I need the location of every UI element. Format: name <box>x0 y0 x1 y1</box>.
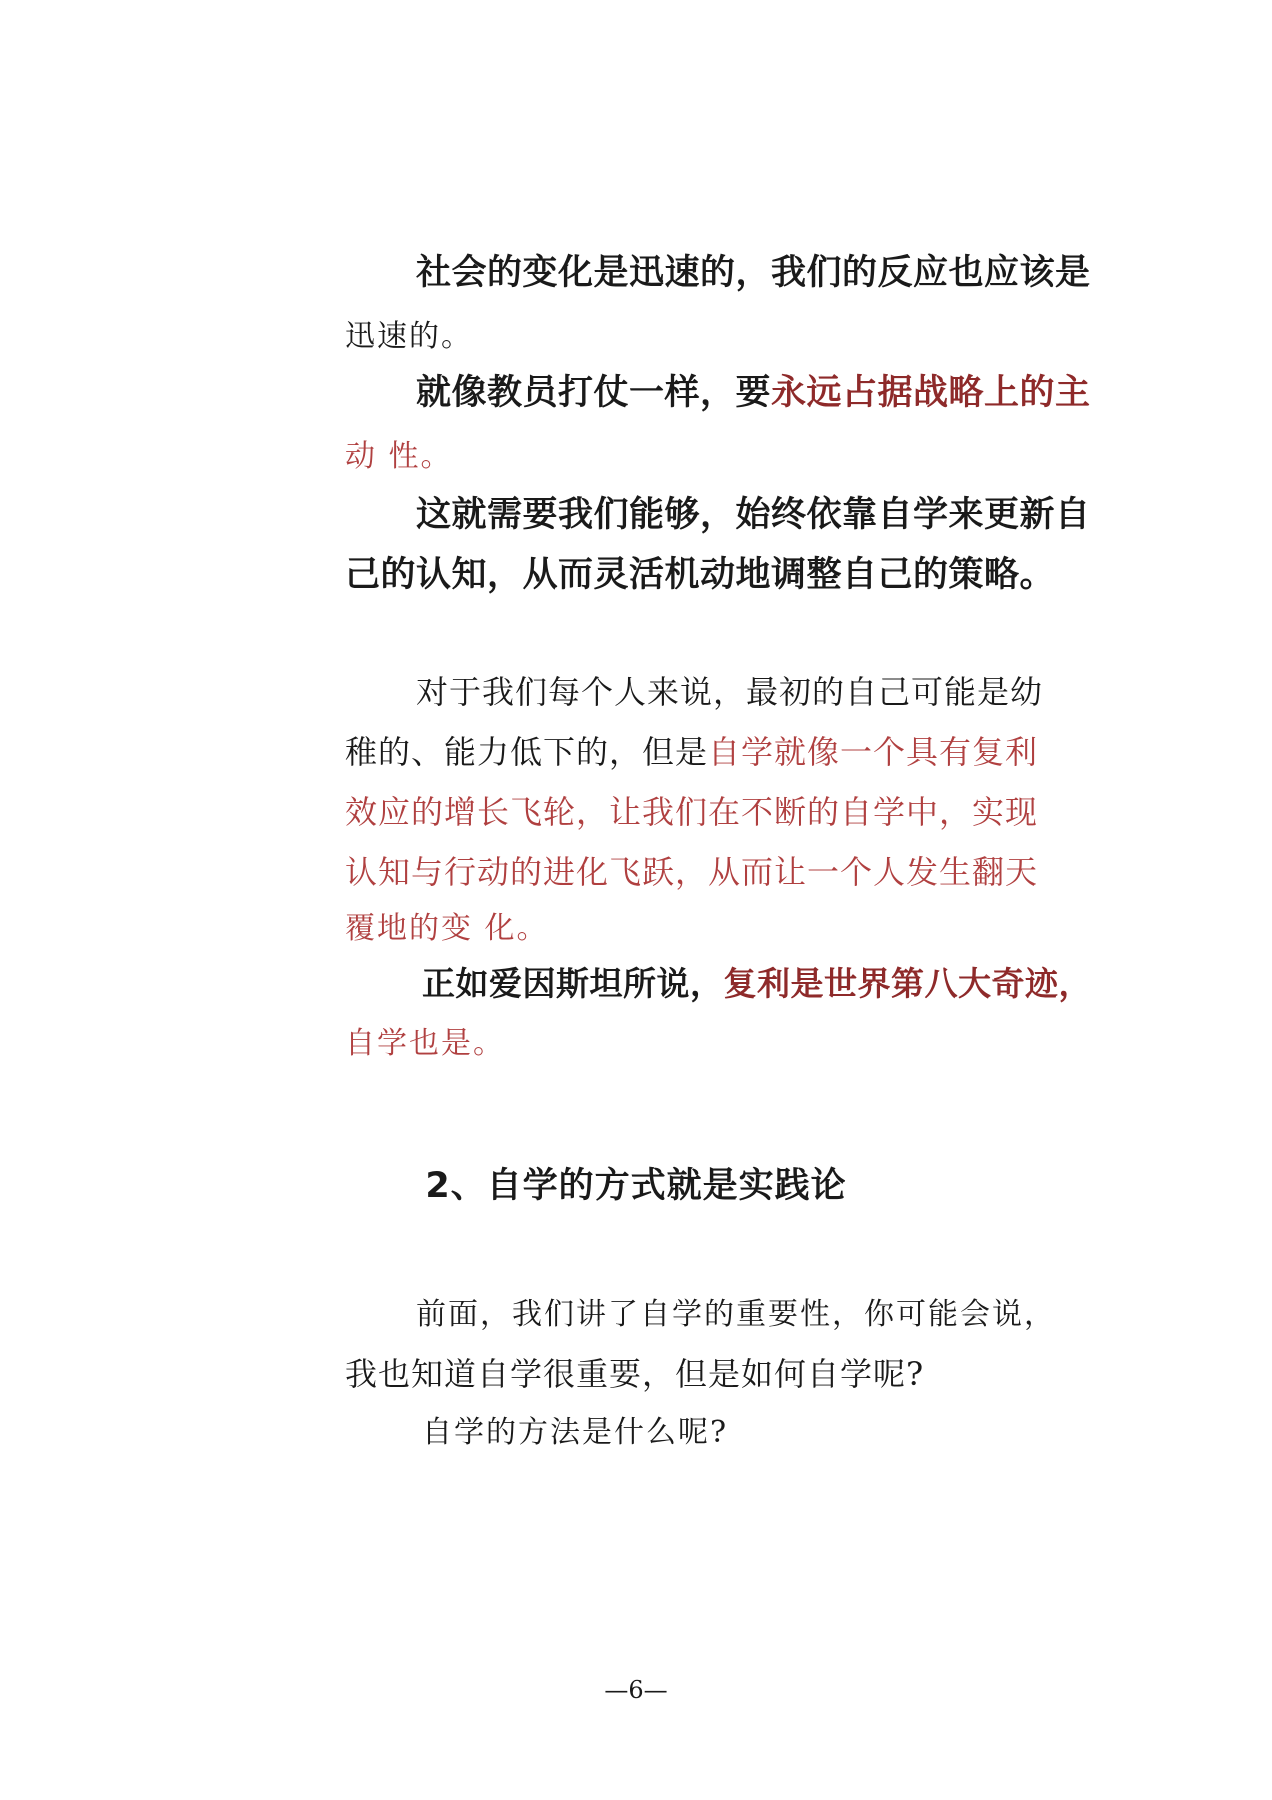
paragraph-4-highlight: 自学就像一个具有复利 <box>708 733 1039 771</box>
page-number: —6— <box>604 1676 668 1704</box>
paragraph-2-highlight: 永远占据战略上的主 <box>771 373 1091 413</box>
paragraph-2-line-1 <box>416 373 1091 413</box>
paragraph-4-text: 稚的、能力低下的，但是 <box>345 733 709 771</box>
paragraph-4-line-5: 覆地的变 化。 <box>345 911 549 946</box>
paragraph-4-line-3: 效应的增长飞轮，让我们在不断的自学中，实现 <box>345 793 1039 831</box>
paragraph-1-line-2: 迅速的。 <box>345 319 473 354</box>
paragraph-6-line-1: 前面，我们讲了自学的重要性，你可能会说， <box>416 1297 1056 1332</box>
paragraph-5-line-2: 自学也是。 <box>345 1026 505 1061</box>
paragraph-5-highlight: 复利是世界第八大奇迹， <box>723 964 1092 1003</box>
section-heading: 2、自学的方式就是实践论 <box>425 1166 847 1206</box>
paragraph-5-text: 正如爱因斯坦所说， <box>422 964 724 1003</box>
paragraph-3-line-2: 己的认知，从而灵活机动地调整自己的策略。 <box>345 555 1056 595</box>
paragraph-2-text: 就像教员打仗一样，要 <box>416 373 772 413</box>
paragraph-4-line-1: 对于我们每个人来说，最初的自己可能是幼 <box>416 673 1044 711</box>
paragraph-6-line-3: 自学的方法是什么呢? <box>422 1415 729 1450</box>
paragraph-5-line-1 <box>422 964 1092 1003</box>
paragraph-4-line-4: 认知与行动的进化飞跃，从而让一个人发生翻天 <box>345 853 1039 891</box>
paragraph-3-line-1: 这就需要我们能够，始终依靠自学来更新自 <box>416 495 1091 535</box>
paragraph-2-line-2: 动 性。 <box>345 439 453 474</box>
paragraph-1-line-1: 社会的变化是迅速的，我们的反应也应该是 <box>416 253 1091 293</box>
paragraph-6-line-2: 我也知道自学很重要，但是如何自学呢? <box>345 1355 925 1393</box>
paragraph-4-line-2 <box>345 733 1039 771</box>
